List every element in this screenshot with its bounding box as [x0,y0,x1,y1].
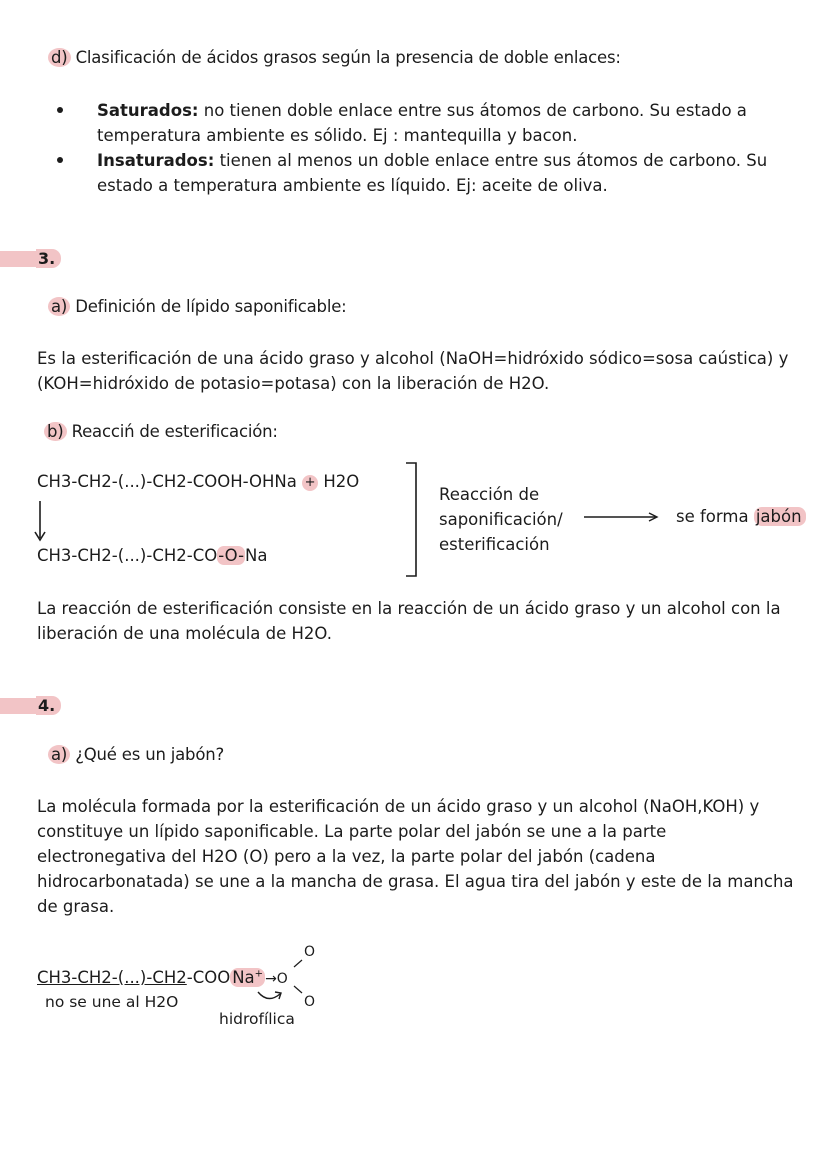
result-word-jabon: jabón [754,507,806,526]
section-4a-title: ¿Qué es un jabón? [75,745,225,764]
reaction-right-arrow [582,510,662,524]
section-3b-text-2: liberación de una molécula de H2O. [37,624,332,643]
section-3a-text-1: Es la esterificación de una ácido graso y alcohol (NaOH=hidróxido sódico=sosa caústica) y [37,349,789,368]
section-4a-text-3: electronegativa del H2O (O) pero a la vez, la parte polar del jabón (cadena [37,847,656,866]
section-3b-title: Reacciń de esterificación: [71,422,278,441]
hydrophilic-label: hidrofílica [219,1010,295,1028]
soap-carboxylate: -COO [186,968,231,987]
term-saturados: Saturados: [97,101,199,120]
soap-chain: CH3-CH2-(...)-CH2 [37,968,187,987]
insaturados-text-2: estado a temperatura ambiente es líquido. Ej: aceite de oliva. [97,176,608,195]
list-item-insaturados [97,148,767,198]
section-3b-letter: b) [44,422,67,441]
bullet-icon [57,107,63,113]
soap-sodium-label: Na [232,968,255,987]
section-d-letter: d) [48,48,71,67]
reaction-label-2: saponificación/ [439,510,563,529]
water-bonds [288,950,318,1000]
reaction-label-1: Reacción de [439,485,540,504]
section-3b-text [37,596,797,646]
water-oxygen-bottom: O [304,994,316,1010]
section-4a-text-2: constituye un lípido saponificable. La parte polar del jabón se une a la parte [37,822,667,841]
section-3a-letter: a) [48,297,70,316]
reaction-label-3: esterificación [439,535,550,554]
section-4a-text-1: La molécula formada por la esterificación de un ácido graso y un alcohol (NaOH,KOH) y [37,797,760,816]
reaction-label [439,482,563,557]
soap-sodium-charge: + [254,968,264,980]
list-item-saturados [97,98,747,148]
soap-sodium [230,968,265,987]
reaction-top-reactants: CH3-CH2-(...)-CH2-COOH-OHNa [37,472,297,491]
reaction-bottom-sodium: Na [245,546,268,565]
section-4a-letter: a) [48,745,70,764]
section-d-title: Clasificación de ácidos grasos según la presencia de doble enlaces: [75,48,621,67]
reaction-down-arrow [30,498,50,544]
reaction-top-formula [37,472,359,491]
section-4a-text [37,794,797,919]
water-oxygen-top: O [304,944,316,960]
soap-formula [37,968,288,987]
section-3a-text [37,346,797,396]
section-3b-heading [44,422,278,441]
section-4a-heading [48,745,224,764]
reaction-bottom-oxygen: -O- [218,546,245,565]
reaction-top-water: H2O [323,472,360,491]
section-4-number: 4. [36,696,61,715]
reaction-bottom-chain: CH3-CH2-(...)-CH2-CO [37,546,218,565]
reaction-result [676,507,806,526]
saturados-text-1: no tienen doble enlace entre sus átomos de carbono. Su estado a [198,101,747,120]
reaction-bottom-formula [37,546,268,565]
section-3a-title: Definición de lípido saponificable: [75,297,347,316]
section-3-number: 3. [36,249,61,268]
insaturados-text-1: tienen al menos un doble enlace entre sus átomos de carbono. Su [214,151,768,170]
result-prefix: se forma [676,507,749,526]
section-4-marker [0,698,36,714]
section-3a-text-2: (KOH=hidróxido de potasio=potasa) con la liberación de H2O. [37,374,550,393]
bullet-icon [57,157,63,163]
curved-arrow-icon [254,988,288,1008]
section-4a-text-4: hidrocarbonatada) se une a la mancha de grasa. El agua tira del jabón y este de la mancha [37,872,794,891]
soap-chain-note: no se une al H2O [45,993,179,1011]
section-3a-heading [48,297,347,316]
soap-arrow-oxygen: →O [265,971,288,987]
section-3-marker [0,251,36,267]
reaction-bracket [402,460,422,580]
saturados-text-2: temperatura ambiente es sólido. Ej : mantequilla y bacon. [97,126,578,145]
section-4a-text-5: de grasa. [37,897,115,916]
section-d-heading [48,48,621,67]
section-3b-text-1: La reacción de esterificación consiste en la reacción de un ácido graso y un alcohol con la [37,599,781,618]
plus-sign: + [302,475,318,491]
term-insaturados: Insaturados: [97,151,215,170]
